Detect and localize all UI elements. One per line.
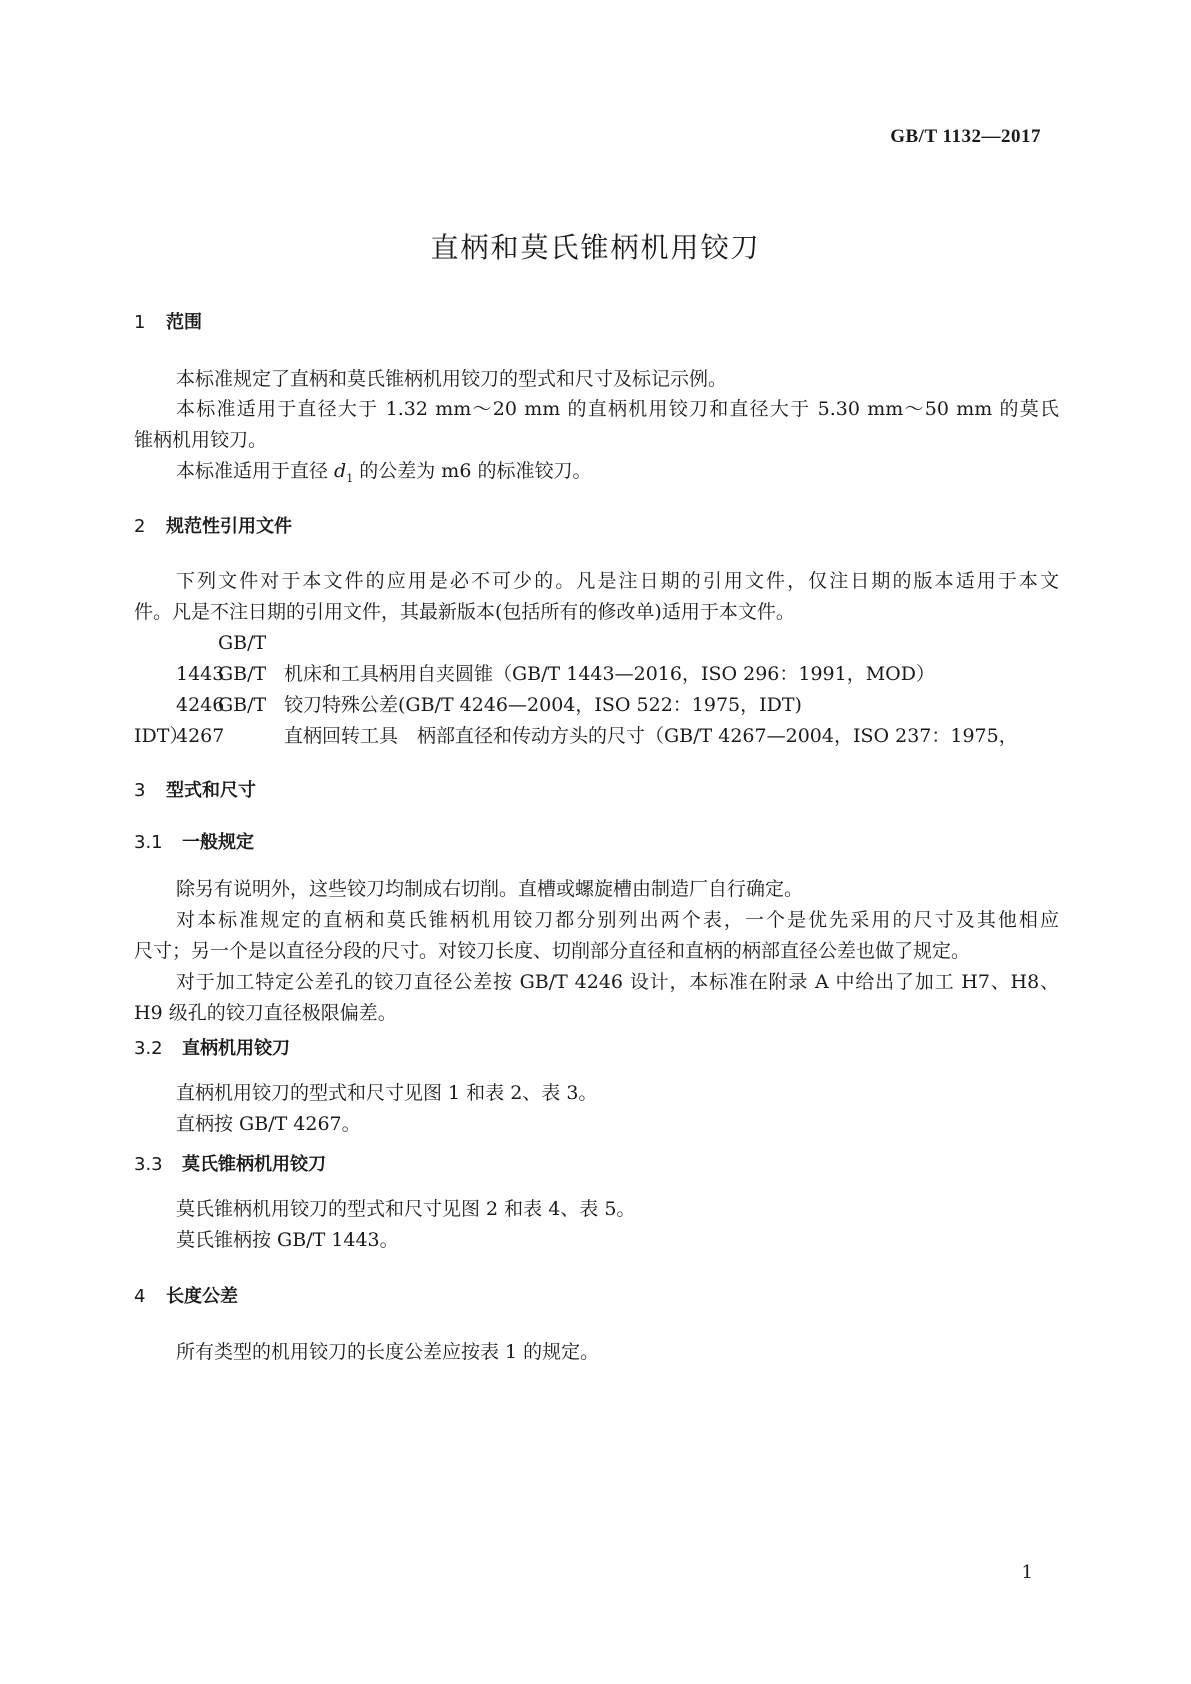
paragraph-line: 下列文件对于本文件的应用是必不可少的。凡是注日期的引用文件，仅注日期的版本适用于本文 (176, 570, 1059, 592)
paragraph: 莫氏锥柄机用铰刀的型式和尺寸见图 2 和表 4、表 5。 (176, 1198, 636, 1220)
paragraph: 本标准规定了直柄和莫氏锥柄机用铰刀的型式和尺寸及标记示例。 (176, 368, 728, 390)
reference-title: 铰刀特殊公差(GB/T 4246—2004，ISO 522：1975，IDT) (284, 694, 802, 716)
section-title: 直柄机用铰刀 (182, 1038, 290, 1059)
section-title: 规范性引用文件 (166, 516, 292, 537)
section-number: 3.1 (134, 832, 163, 853)
section-number: 3.2 (134, 1038, 163, 1059)
section-title: 长度公差 (166, 1286, 238, 1307)
section-number: 2 (134, 516, 146, 537)
paragraph-line: 锥柄机用铰刀。 (134, 429, 268, 451)
reference-continuation: IDT） (134, 725, 189, 747)
section-number: 3.3 (134, 1154, 163, 1175)
reference-code: GB/T 4267 (176, 694, 267, 747)
subscript: 1 (346, 471, 354, 485)
section-2-heading (134, 512, 292, 538)
paragraph-line: 对本标准规定的直柄和莫氏锥柄机用铰刀都分别列出两个表，一个是优先采用的尺寸及其他相应 (176, 909, 1059, 931)
variable: d (334, 460, 347, 482)
section-title: 莫氏锥柄机用铰刀 (182, 1154, 326, 1175)
text: 本标准适用于直径 (176, 460, 335, 482)
paragraph (134, 456, 1059, 494)
document-title: 直柄和莫氏锥柄机用铰刀 (430, 231, 761, 264)
paragraph: 直柄机用铰刀的型式和尺寸见图 1 和表 2、表 3。 (176, 1082, 598, 1104)
paragraph: 所有类型的机用铰刀的长度公差应按表 1 的规定。 (176, 1341, 600, 1363)
paragraph-line: 本标准适用于直径大于 1.32 mm～20 mm 的直柄机用铰刀和直径大于 5.30 mm～50 mm 的莫氏 (176, 398, 1059, 420)
paragraph: 直柄按 GB/T 4267。 (176, 1113, 361, 1135)
section-title: 型式和尺寸 (166, 780, 256, 801)
section-3-heading (134, 776, 256, 802)
section-3-1-heading (134, 828, 254, 854)
paragraph-line: 尺寸；另一个是以直径分段的尺寸。对铰刀长度、切削部分直径和直柄的柄部直径公差也做了规定。 (134, 940, 971, 962)
page-number: 1 (1021, 1562, 1033, 1583)
section-3-3-heading (134, 1150, 326, 1176)
section-4-heading (134, 1282, 238, 1308)
section-1-heading (134, 308, 202, 334)
paragraph-line: 对于加工特定公差孔的铰刀直径公差按 GB/T 4246 设计，本标准在附录 A 中给出了加工 H7、H8、 (176, 971, 1059, 993)
section-title: 范围 (166, 312, 202, 333)
reference-title: 直柄回转工具 柄部直径和传动方头的尺寸（GB/T 4267—2004，ISO 237：1975， (284, 725, 1018, 747)
section-3-2-heading (134, 1034, 290, 1060)
standard-number: GB/T 1132—2017 (890, 126, 1041, 147)
paragraph: 莫氏锥柄按 GB/T 1443。 (176, 1229, 399, 1251)
section-number: 4 (134, 1286, 146, 1307)
reference-code: GB/T 4246 (176, 663, 267, 716)
reference-code: GB/T 1443 (176, 632, 267, 685)
section-number: 1 (134, 312, 146, 333)
paragraph-line: 件。凡是不注日期的引用文件，其最新版本(包括所有的修改单)适用于本文件。 (134, 601, 795, 623)
reference-title: 机床和工具柄用自夹圆锥（GB/T 1443—2016，ISO 296：1991，MOD） (284, 663, 935, 685)
text: 的公差为 m6 的标准铰刀。 (353, 460, 592, 482)
paragraph: 除另有说明外，这些铰刀均制成右切削。直槽或螺旋槽由制造厂自行确定。 (176, 878, 804, 900)
section-number: 3 (134, 780, 146, 801)
section-title: 一般规定 (182, 832, 254, 853)
paragraph-line: H9 级孔的铰刀直径极限偏差。 (134, 1002, 397, 1024)
